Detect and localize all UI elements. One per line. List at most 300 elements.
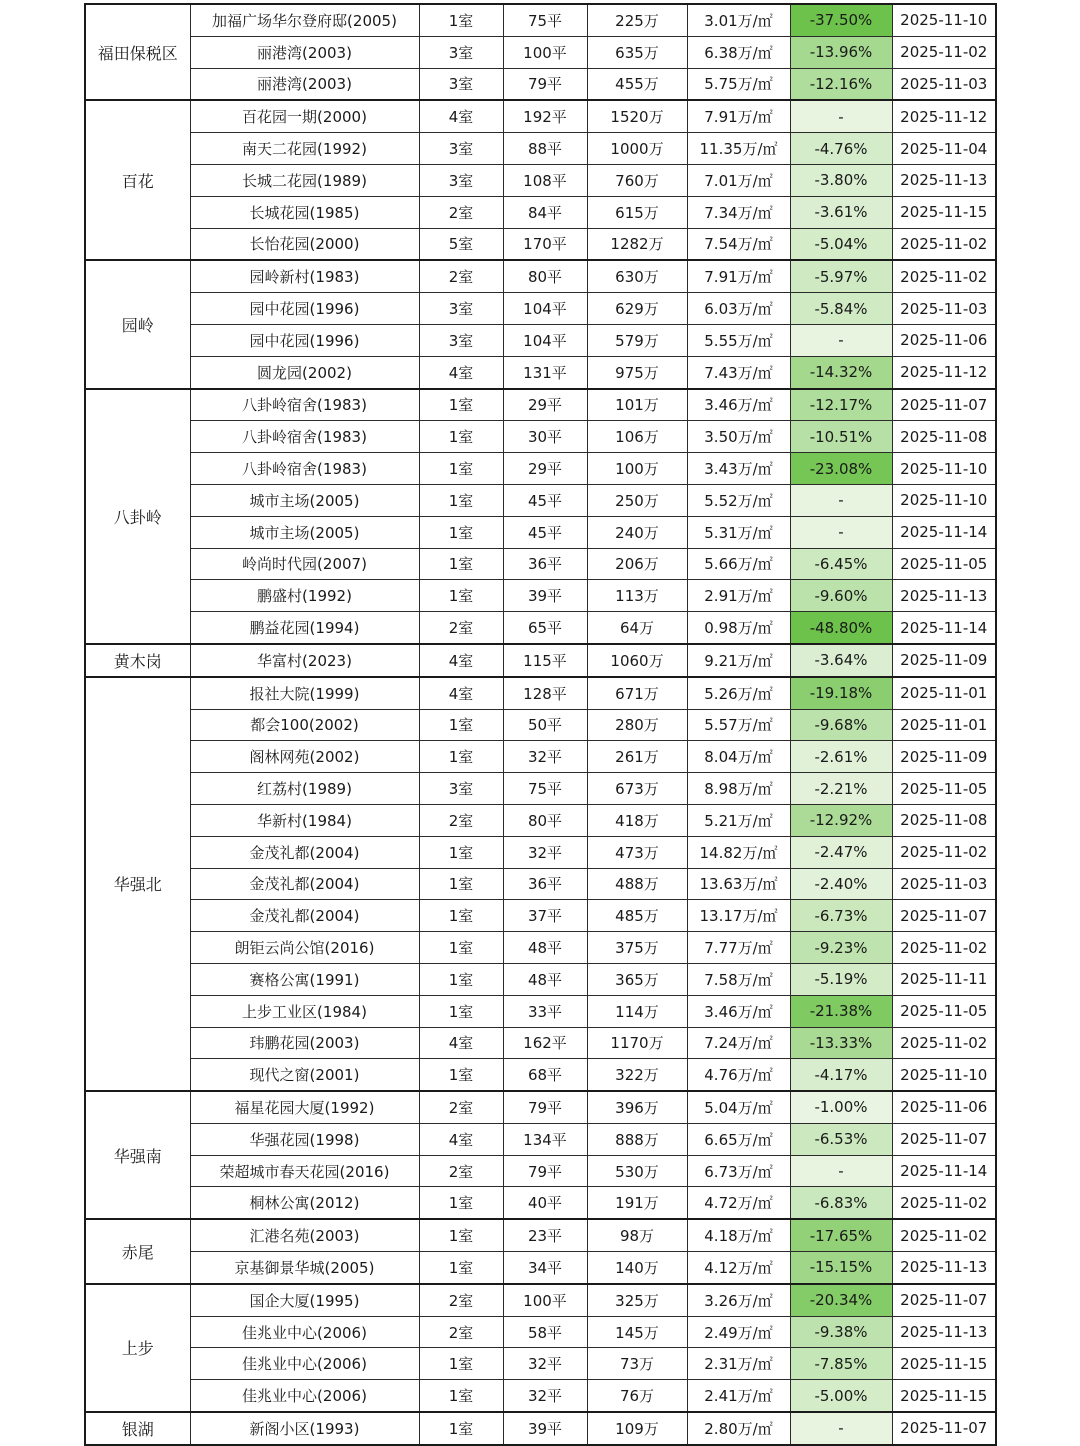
rooms-cell: 1室 bbox=[419, 1412, 503, 1445]
unit-price-cell: 7.24万/㎡ bbox=[687, 1027, 790, 1059]
rooms-cell: 1室 bbox=[419, 963, 503, 995]
price-cell: 240万 bbox=[587, 516, 687, 548]
rooms-cell: 1室 bbox=[419, 1380, 503, 1412]
change-cell: -12.16% bbox=[790, 68, 892, 100]
price-cell: 250万 bbox=[587, 484, 687, 516]
area-cell: 39平 bbox=[503, 580, 587, 612]
table-row bbox=[85, 100, 996, 132]
unit-price-cell: 7.91万/㎡ bbox=[687, 100, 790, 132]
rooms-cell: 1室 bbox=[419, 548, 503, 580]
estate-cell: 新阁小区(1993) bbox=[190, 1412, 419, 1445]
area-cell: 162平 bbox=[503, 1027, 587, 1059]
change-cell: -12.17% bbox=[790, 389, 892, 421]
price-cell: 98万 bbox=[587, 1219, 687, 1251]
unit-price-cell: 9.21万/㎡ bbox=[687, 644, 790, 677]
date-cell: 2025-11-02 bbox=[892, 1219, 996, 1251]
area-cell: 34平 bbox=[503, 1252, 587, 1284]
table-row bbox=[85, 709, 996, 741]
price-cell: 1170万 bbox=[587, 1027, 687, 1059]
area-cell: 75平 bbox=[503, 773, 587, 805]
price-cell: 418万 bbox=[587, 804, 687, 836]
change-cell: -13.33% bbox=[790, 1027, 892, 1059]
estate-cell: 桐林公寓(2012) bbox=[190, 1187, 419, 1219]
table-row bbox=[85, 548, 996, 580]
table-row bbox=[85, 580, 996, 612]
rooms-cell: 1室 bbox=[419, 995, 503, 1027]
area-cell: 131平 bbox=[503, 356, 587, 388]
rooms-cell: 2室 bbox=[419, 1155, 503, 1187]
area-cell: 80平 bbox=[503, 260, 587, 292]
unit-price-cell: 2.41万/㎡ bbox=[687, 1380, 790, 1412]
area-cell: 75平 bbox=[503, 4, 587, 36]
area-cell: 192平 bbox=[503, 100, 587, 132]
change-cell: -4.17% bbox=[790, 1059, 892, 1091]
change-cell: -5.84% bbox=[790, 293, 892, 325]
rooms-cell: 1室 bbox=[419, 900, 503, 932]
table-row bbox=[85, 389, 996, 421]
rooms-cell: 2室 bbox=[419, 1091, 503, 1123]
area-cell: 32平 bbox=[503, 1380, 587, 1412]
area-cell: 32平 bbox=[503, 836, 587, 868]
unit-price-cell: 3.26万/㎡ bbox=[687, 1284, 790, 1316]
date-cell: 2025-11-10 bbox=[892, 484, 996, 516]
date-cell: 2025-11-13 bbox=[892, 164, 996, 196]
date-cell: 2025-11-02 bbox=[892, 260, 996, 292]
rooms-cell: 2室 bbox=[419, 1316, 503, 1348]
estate-cell: 福星花园大厦(1992) bbox=[190, 1091, 419, 1123]
change-cell: -5.19% bbox=[790, 963, 892, 995]
estate-cell: 鹏益花园(1994) bbox=[190, 612, 419, 644]
change-cell: -3.61% bbox=[790, 196, 892, 228]
date-cell: 2025-11-05 bbox=[892, 548, 996, 580]
estate-cell: 都会100(2002) bbox=[190, 709, 419, 741]
table-row bbox=[85, 1412, 996, 1445]
rooms-cell: 2室 bbox=[419, 1284, 503, 1316]
table-row bbox=[85, 4, 996, 36]
date-cell: 2025-11-14 bbox=[892, 516, 996, 548]
area-cell: 48平 bbox=[503, 932, 587, 964]
area-cell: 79平 bbox=[503, 1155, 587, 1187]
price-cell: 100万 bbox=[587, 453, 687, 485]
unit-price-cell: 7.01万/㎡ bbox=[687, 164, 790, 196]
estate-cell: 京基御景华城(2005) bbox=[190, 1252, 419, 1284]
rooms-cell: 2室 bbox=[419, 804, 503, 836]
unit-price-cell: 5.21万/㎡ bbox=[687, 804, 790, 836]
unit-price-cell: 7.43万/㎡ bbox=[687, 356, 790, 388]
unit-price-cell: 5.66万/㎡ bbox=[687, 548, 790, 580]
price-cell: 101万 bbox=[587, 389, 687, 421]
rooms-cell: 1室 bbox=[419, 868, 503, 900]
rooms-cell: 1室 bbox=[419, 836, 503, 868]
table-row bbox=[85, 324, 996, 356]
estate-cell: 园中花园(1996) bbox=[190, 324, 419, 356]
estate-cell: 玮鹏花园(2003) bbox=[190, 1027, 419, 1059]
date-cell: 2025-11-03 bbox=[892, 68, 996, 100]
price-cell: 109万 bbox=[587, 1412, 687, 1445]
change-cell: -2.61% bbox=[790, 741, 892, 773]
change-cell: -9.23% bbox=[790, 932, 892, 964]
table-row bbox=[85, 963, 996, 995]
date-cell: 2025-11-04 bbox=[892, 133, 996, 165]
date-cell: 2025-11-12 bbox=[892, 356, 996, 388]
change-cell: -2.40% bbox=[790, 868, 892, 900]
estate-cell: 华新村(1984) bbox=[190, 804, 419, 836]
rooms-cell: 1室 bbox=[419, 421, 503, 453]
rooms-cell: 4室 bbox=[419, 1027, 503, 1059]
change-cell: -9.60% bbox=[790, 580, 892, 612]
rooms-cell: 5室 bbox=[419, 228, 503, 260]
date-cell: 2025-11-06 bbox=[892, 324, 996, 356]
date-cell: 2025-11-06 bbox=[892, 1091, 996, 1123]
unit-price-cell: 6.73万/㎡ bbox=[687, 1155, 790, 1187]
rooms-cell: 1室 bbox=[419, 1059, 503, 1091]
table-row bbox=[85, 260, 996, 292]
change-cell: -12.92% bbox=[790, 804, 892, 836]
date-cell: 2025-11-10 bbox=[892, 4, 996, 36]
change-cell: -10.51% bbox=[790, 421, 892, 453]
district-cell: 赤尾 bbox=[85, 1219, 190, 1284]
table-row bbox=[85, 644, 996, 677]
area-cell: 79平 bbox=[503, 68, 587, 100]
unit-price-cell: 8.98万/㎡ bbox=[687, 773, 790, 805]
table-row bbox=[85, 995, 996, 1027]
estate-cell: 华强花园(1998) bbox=[190, 1123, 419, 1155]
district-cell: 华强南 bbox=[85, 1091, 190, 1219]
estate-cell: 国企大厦(1995) bbox=[190, 1284, 419, 1316]
date-cell: 2025-11-02 bbox=[892, 36, 996, 68]
date-cell: 2025-11-15 bbox=[892, 1380, 996, 1412]
change-cell: -2.47% bbox=[790, 836, 892, 868]
price-cell: 673万 bbox=[587, 773, 687, 805]
date-cell: 2025-11-11 bbox=[892, 963, 996, 995]
table-row bbox=[85, 804, 996, 836]
unit-price-cell: 13.63万/㎡ bbox=[687, 868, 790, 900]
unit-price-cell: 3.50万/㎡ bbox=[687, 421, 790, 453]
rooms-cell: 3室 bbox=[419, 36, 503, 68]
area-cell: 65平 bbox=[503, 612, 587, 644]
date-cell: 2025-11-08 bbox=[892, 421, 996, 453]
change-cell: -9.68% bbox=[790, 709, 892, 741]
district-cell: 银湖 bbox=[85, 1412, 190, 1445]
change-cell: -21.38% bbox=[790, 995, 892, 1027]
rooms-cell: 1室 bbox=[419, 1252, 503, 1284]
estate-cell: 赛格公寓(1991) bbox=[190, 963, 419, 995]
price-cell: 1282万 bbox=[587, 228, 687, 260]
table-row bbox=[85, 1316, 996, 1348]
estate-cell: 阁林网苑(2002) bbox=[190, 741, 419, 773]
unit-price-cell: 3.43万/㎡ bbox=[687, 453, 790, 485]
area-cell: 88平 bbox=[503, 133, 587, 165]
date-cell: 2025-11-09 bbox=[892, 741, 996, 773]
price-cell: 530万 bbox=[587, 1155, 687, 1187]
rooms-cell: 1室 bbox=[419, 4, 503, 36]
date-cell: 2025-11-14 bbox=[892, 1155, 996, 1187]
table-row bbox=[85, 484, 996, 516]
rooms-cell: 2室 bbox=[419, 196, 503, 228]
area-cell: 36平 bbox=[503, 868, 587, 900]
change-cell: -6.73% bbox=[790, 900, 892, 932]
area-cell: 37平 bbox=[503, 900, 587, 932]
date-cell: 2025-11-14 bbox=[892, 612, 996, 644]
unit-price-cell: 6.38万/㎡ bbox=[687, 36, 790, 68]
area-cell: 134平 bbox=[503, 1123, 587, 1155]
rooms-cell: 1室 bbox=[419, 389, 503, 421]
date-cell: 2025-11-13 bbox=[892, 580, 996, 612]
price-cell: 1060万 bbox=[587, 644, 687, 677]
area-cell: 32平 bbox=[503, 741, 587, 773]
price-cell: 145万 bbox=[587, 1316, 687, 1348]
table-row bbox=[85, 900, 996, 932]
price-cell: 261万 bbox=[587, 741, 687, 773]
rooms-cell: 2室 bbox=[419, 260, 503, 292]
table-row bbox=[85, 293, 996, 325]
rooms-cell: 2室 bbox=[419, 612, 503, 644]
change-cell: -5.97% bbox=[790, 260, 892, 292]
table-row bbox=[85, 1380, 996, 1412]
date-cell: 2025-11-12 bbox=[892, 100, 996, 132]
unit-price-cell: 5.57万/㎡ bbox=[687, 709, 790, 741]
estate-cell: 鹏盛村(1992) bbox=[190, 580, 419, 612]
estate-cell: 园中花园(1996) bbox=[190, 293, 419, 325]
unit-price-cell: 3.46万/㎡ bbox=[687, 389, 790, 421]
district-cell: 上步 bbox=[85, 1284, 190, 1412]
estate-cell: 华富村(2023) bbox=[190, 644, 419, 677]
price-cell: 579万 bbox=[587, 324, 687, 356]
table-row bbox=[85, 196, 996, 228]
table-row bbox=[85, 677, 996, 709]
area-cell: 84平 bbox=[503, 196, 587, 228]
unit-price-cell: 0.98万/㎡ bbox=[687, 612, 790, 644]
price-cell: 322万 bbox=[587, 1059, 687, 1091]
area-cell: 108平 bbox=[503, 164, 587, 196]
table-row bbox=[85, 516, 996, 548]
price-cell: 191万 bbox=[587, 1187, 687, 1219]
table-row bbox=[85, 741, 996, 773]
rooms-cell: 3室 bbox=[419, 164, 503, 196]
unit-price-cell: 7.34万/㎡ bbox=[687, 196, 790, 228]
unit-price-cell: 13.17万/㎡ bbox=[687, 900, 790, 932]
estate-cell: 佳兆业中心(2006) bbox=[190, 1348, 419, 1380]
price-cell: 630万 bbox=[587, 260, 687, 292]
date-cell: 2025-11-15 bbox=[892, 1348, 996, 1380]
date-cell: 2025-11-02 bbox=[892, 836, 996, 868]
table-row bbox=[85, 1059, 996, 1091]
table-row bbox=[85, 453, 996, 485]
price-cell: 485万 bbox=[587, 900, 687, 932]
unit-price-cell: 4.18万/㎡ bbox=[687, 1219, 790, 1251]
area-cell: 100平 bbox=[503, 36, 587, 68]
change-cell: - bbox=[790, 1155, 892, 1187]
rooms-cell: 4室 bbox=[419, 100, 503, 132]
area-cell: 29平 bbox=[503, 389, 587, 421]
rooms-cell: 1室 bbox=[419, 932, 503, 964]
price-cell: 106万 bbox=[587, 421, 687, 453]
price-cell: 615万 bbox=[587, 196, 687, 228]
area-cell: 80平 bbox=[503, 804, 587, 836]
table-row bbox=[85, 1091, 996, 1123]
area-cell: 30平 bbox=[503, 421, 587, 453]
estate-cell: 现代之窗(2001) bbox=[190, 1059, 419, 1091]
change-cell: -3.64% bbox=[790, 644, 892, 677]
price-cell: 975万 bbox=[587, 356, 687, 388]
change-cell: -5.04% bbox=[790, 228, 892, 260]
date-cell: 2025-11-07 bbox=[892, 1412, 996, 1445]
price-cell: 671万 bbox=[587, 677, 687, 709]
estate-cell: 金茂礼都(2004) bbox=[190, 868, 419, 900]
listing-table bbox=[84, 3, 997, 1446]
unit-price-cell: 5.26万/㎡ bbox=[687, 677, 790, 709]
unit-price-cell: 3.46万/㎡ bbox=[687, 995, 790, 1027]
rooms-cell: 1室 bbox=[419, 1348, 503, 1380]
area-cell: 79平 bbox=[503, 1091, 587, 1123]
area-cell: 40平 bbox=[503, 1187, 587, 1219]
unit-price-cell: 5.52万/㎡ bbox=[687, 484, 790, 516]
unit-price-cell: 5.75万/㎡ bbox=[687, 68, 790, 100]
unit-price-cell: 4.76万/㎡ bbox=[687, 1059, 790, 1091]
change-cell: -15.15% bbox=[790, 1252, 892, 1284]
table-body bbox=[85, 4, 996, 1445]
unit-price-cell: 2.49万/㎡ bbox=[687, 1316, 790, 1348]
unit-price-cell: 11.35万/㎡ bbox=[687, 133, 790, 165]
area-cell: 50平 bbox=[503, 709, 587, 741]
date-cell: 2025-11-02 bbox=[892, 1187, 996, 1219]
table-row bbox=[85, 36, 996, 68]
change-cell: -14.32% bbox=[790, 356, 892, 388]
date-cell: 2025-11-05 bbox=[892, 995, 996, 1027]
unit-price-cell: 7.91万/㎡ bbox=[687, 260, 790, 292]
date-cell: 2025-11-15 bbox=[892, 196, 996, 228]
estate-cell: 朗钜云尚公馆(2016) bbox=[190, 932, 419, 964]
area-cell: 58平 bbox=[503, 1316, 587, 1348]
price-cell: 375万 bbox=[587, 932, 687, 964]
change-cell: -9.38% bbox=[790, 1316, 892, 1348]
estate-cell: 金茂礼都(2004) bbox=[190, 900, 419, 932]
estate-cell: 圆龙园(2002) bbox=[190, 356, 419, 388]
table-row bbox=[85, 773, 996, 805]
change-cell: -2.21% bbox=[790, 773, 892, 805]
date-cell: 2025-11-07 bbox=[892, 1123, 996, 1155]
price-cell: 64万 bbox=[587, 612, 687, 644]
unit-price-cell: 8.04万/㎡ bbox=[687, 741, 790, 773]
unit-price-cell: 6.03万/㎡ bbox=[687, 293, 790, 325]
rooms-cell: 4室 bbox=[419, 644, 503, 677]
date-cell: 2025-11-02 bbox=[892, 932, 996, 964]
change-cell: -48.80% bbox=[790, 612, 892, 644]
table-row bbox=[85, 1284, 996, 1316]
change-cell: -5.00% bbox=[790, 1380, 892, 1412]
change-cell: -6.83% bbox=[790, 1187, 892, 1219]
area-cell: 45平 bbox=[503, 484, 587, 516]
change-cell: -13.96% bbox=[790, 36, 892, 68]
rooms-cell: 4室 bbox=[419, 677, 503, 709]
rooms-cell: 1室 bbox=[419, 1187, 503, 1219]
date-cell: 2025-11-02 bbox=[892, 1027, 996, 1059]
estate-cell: 八卦岭宿舍(1983) bbox=[190, 389, 419, 421]
table-row bbox=[85, 1187, 996, 1219]
area-cell: 23平 bbox=[503, 1219, 587, 1251]
district-cell: 八卦岭 bbox=[85, 389, 190, 644]
area-cell: 104平 bbox=[503, 324, 587, 356]
estate-cell: 金茂礼都(2004) bbox=[190, 836, 419, 868]
area-cell: 29平 bbox=[503, 453, 587, 485]
estate-cell: 城市主场(2005) bbox=[190, 484, 419, 516]
change-cell: - bbox=[790, 516, 892, 548]
estate-cell: 园岭新村(1983) bbox=[190, 260, 419, 292]
unit-price-cell: 5.31万/㎡ bbox=[687, 516, 790, 548]
rooms-cell: 1室 bbox=[419, 709, 503, 741]
unit-price-cell: 7.77万/㎡ bbox=[687, 932, 790, 964]
estate-cell: 长城花园(1985) bbox=[190, 196, 419, 228]
estate-cell: 八卦岭宿舍(1983) bbox=[190, 453, 419, 485]
rooms-cell: 4室 bbox=[419, 356, 503, 388]
rooms-cell: 3室 bbox=[419, 324, 503, 356]
rooms-cell: 3室 bbox=[419, 773, 503, 805]
price-cell: 1520万 bbox=[587, 100, 687, 132]
rooms-cell: 3室 bbox=[419, 68, 503, 100]
price-cell: 1000万 bbox=[587, 133, 687, 165]
change-cell: -20.34% bbox=[790, 1284, 892, 1316]
rooms-cell: 1室 bbox=[419, 741, 503, 773]
district-cell: 黄木岗 bbox=[85, 644, 190, 677]
estate-cell: 丽港湾(2003) bbox=[190, 36, 419, 68]
estate-cell: 加福广场华尔登府邸(2005) bbox=[190, 4, 419, 36]
change-cell: - bbox=[790, 324, 892, 356]
rooms-cell: 4室 bbox=[419, 1123, 503, 1155]
unit-price-cell: 7.54万/㎡ bbox=[687, 228, 790, 260]
date-cell: 2025-11-07 bbox=[892, 1284, 996, 1316]
area-cell: 170平 bbox=[503, 228, 587, 260]
area-cell: 36平 bbox=[503, 548, 587, 580]
price-cell: 206万 bbox=[587, 548, 687, 580]
rooms-cell: 1室 bbox=[419, 580, 503, 612]
rooms-cell: 1室 bbox=[419, 453, 503, 485]
unit-price-cell: 4.72万/㎡ bbox=[687, 1187, 790, 1219]
table-row bbox=[85, 68, 996, 100]
area-cell: 100平 bbox=[503, 1284, 587, 1316]
district-cell: 华强北 bbox=[85, 677, 190, 1091]
unit-price-cell: 2.80万/㎡ bbox=[687, 1412, 790, 1445]
date-cell: 2025-11-13 bbox=[892, 1252, 996, 1284]
unit-price-cell: 6.65万/㎡ bbox=[687, 1123, 790, 1155]
price-cell: 113万 bbox=[587, 580, 687, 612]
change-cell: -1.00% bbox=[790, 1091, 892, 1123]
unit-price-cell: 3.01万/㎡ bbox=[687, 4, 790, 36]
table-row bbox=[85, 356, 996, 388]
price-cell: 140万 bbox=[587, 1252, 687, 1284]
area-cell: 128平 bbox=[503, 677, 587, 709]
area-cell: 115平 bbox=[503, 644, 587, 677]
date-cell: 2025-11-10 bbox=[892, 1059, 996, 1091]
estate-cell: 红荔村(1989) bbox=[190, 773, 419, 805]
price-cell: 325万 bbox=[587, 1284, 687, 1316]
price-cell: 76万 bbox=[587, 1380, 687, 1412]
price-cell: 280万 bbox=[587, 709, 687, 741]
table-row bbox=[85, 1252, 996, 1284]
table-row bbox=[85, 421, 996, 453]
change-cell: -4.76% bbox=[790, 133, 892, 165]
estate-cell: 长城二花园(1989) bbox=[190, 164, 419, 196]
estate-cell: 八卦岭宿舍(1983) bbox=[190, 421, 419, 453]
district-cell: 福田保税区 bbox=[85, 4, 190, 100]
unit-price-cell: 2.91万/㎡ bbox=[687, 580, 790, 612]
unit-price-cell: 2.31万/㎡ bbox=[687, 1348, 790, 1380]
table-row bbox=[85, 1219, 996, 1251]
date-cell: 2025-11-10 bbox=[892, 453, 996, 485]
area-cell: 104平 bbox=[503, 293, 587, 325]
unit-price-cell: 7.58万/㎡ bbox=[687, 963, 790, 995]
table-row bbox=[85, 1155, 996, 1187]
estate-cell: 佳兆业中心(2006) bbox=[190, 1380, 419, 1412]
